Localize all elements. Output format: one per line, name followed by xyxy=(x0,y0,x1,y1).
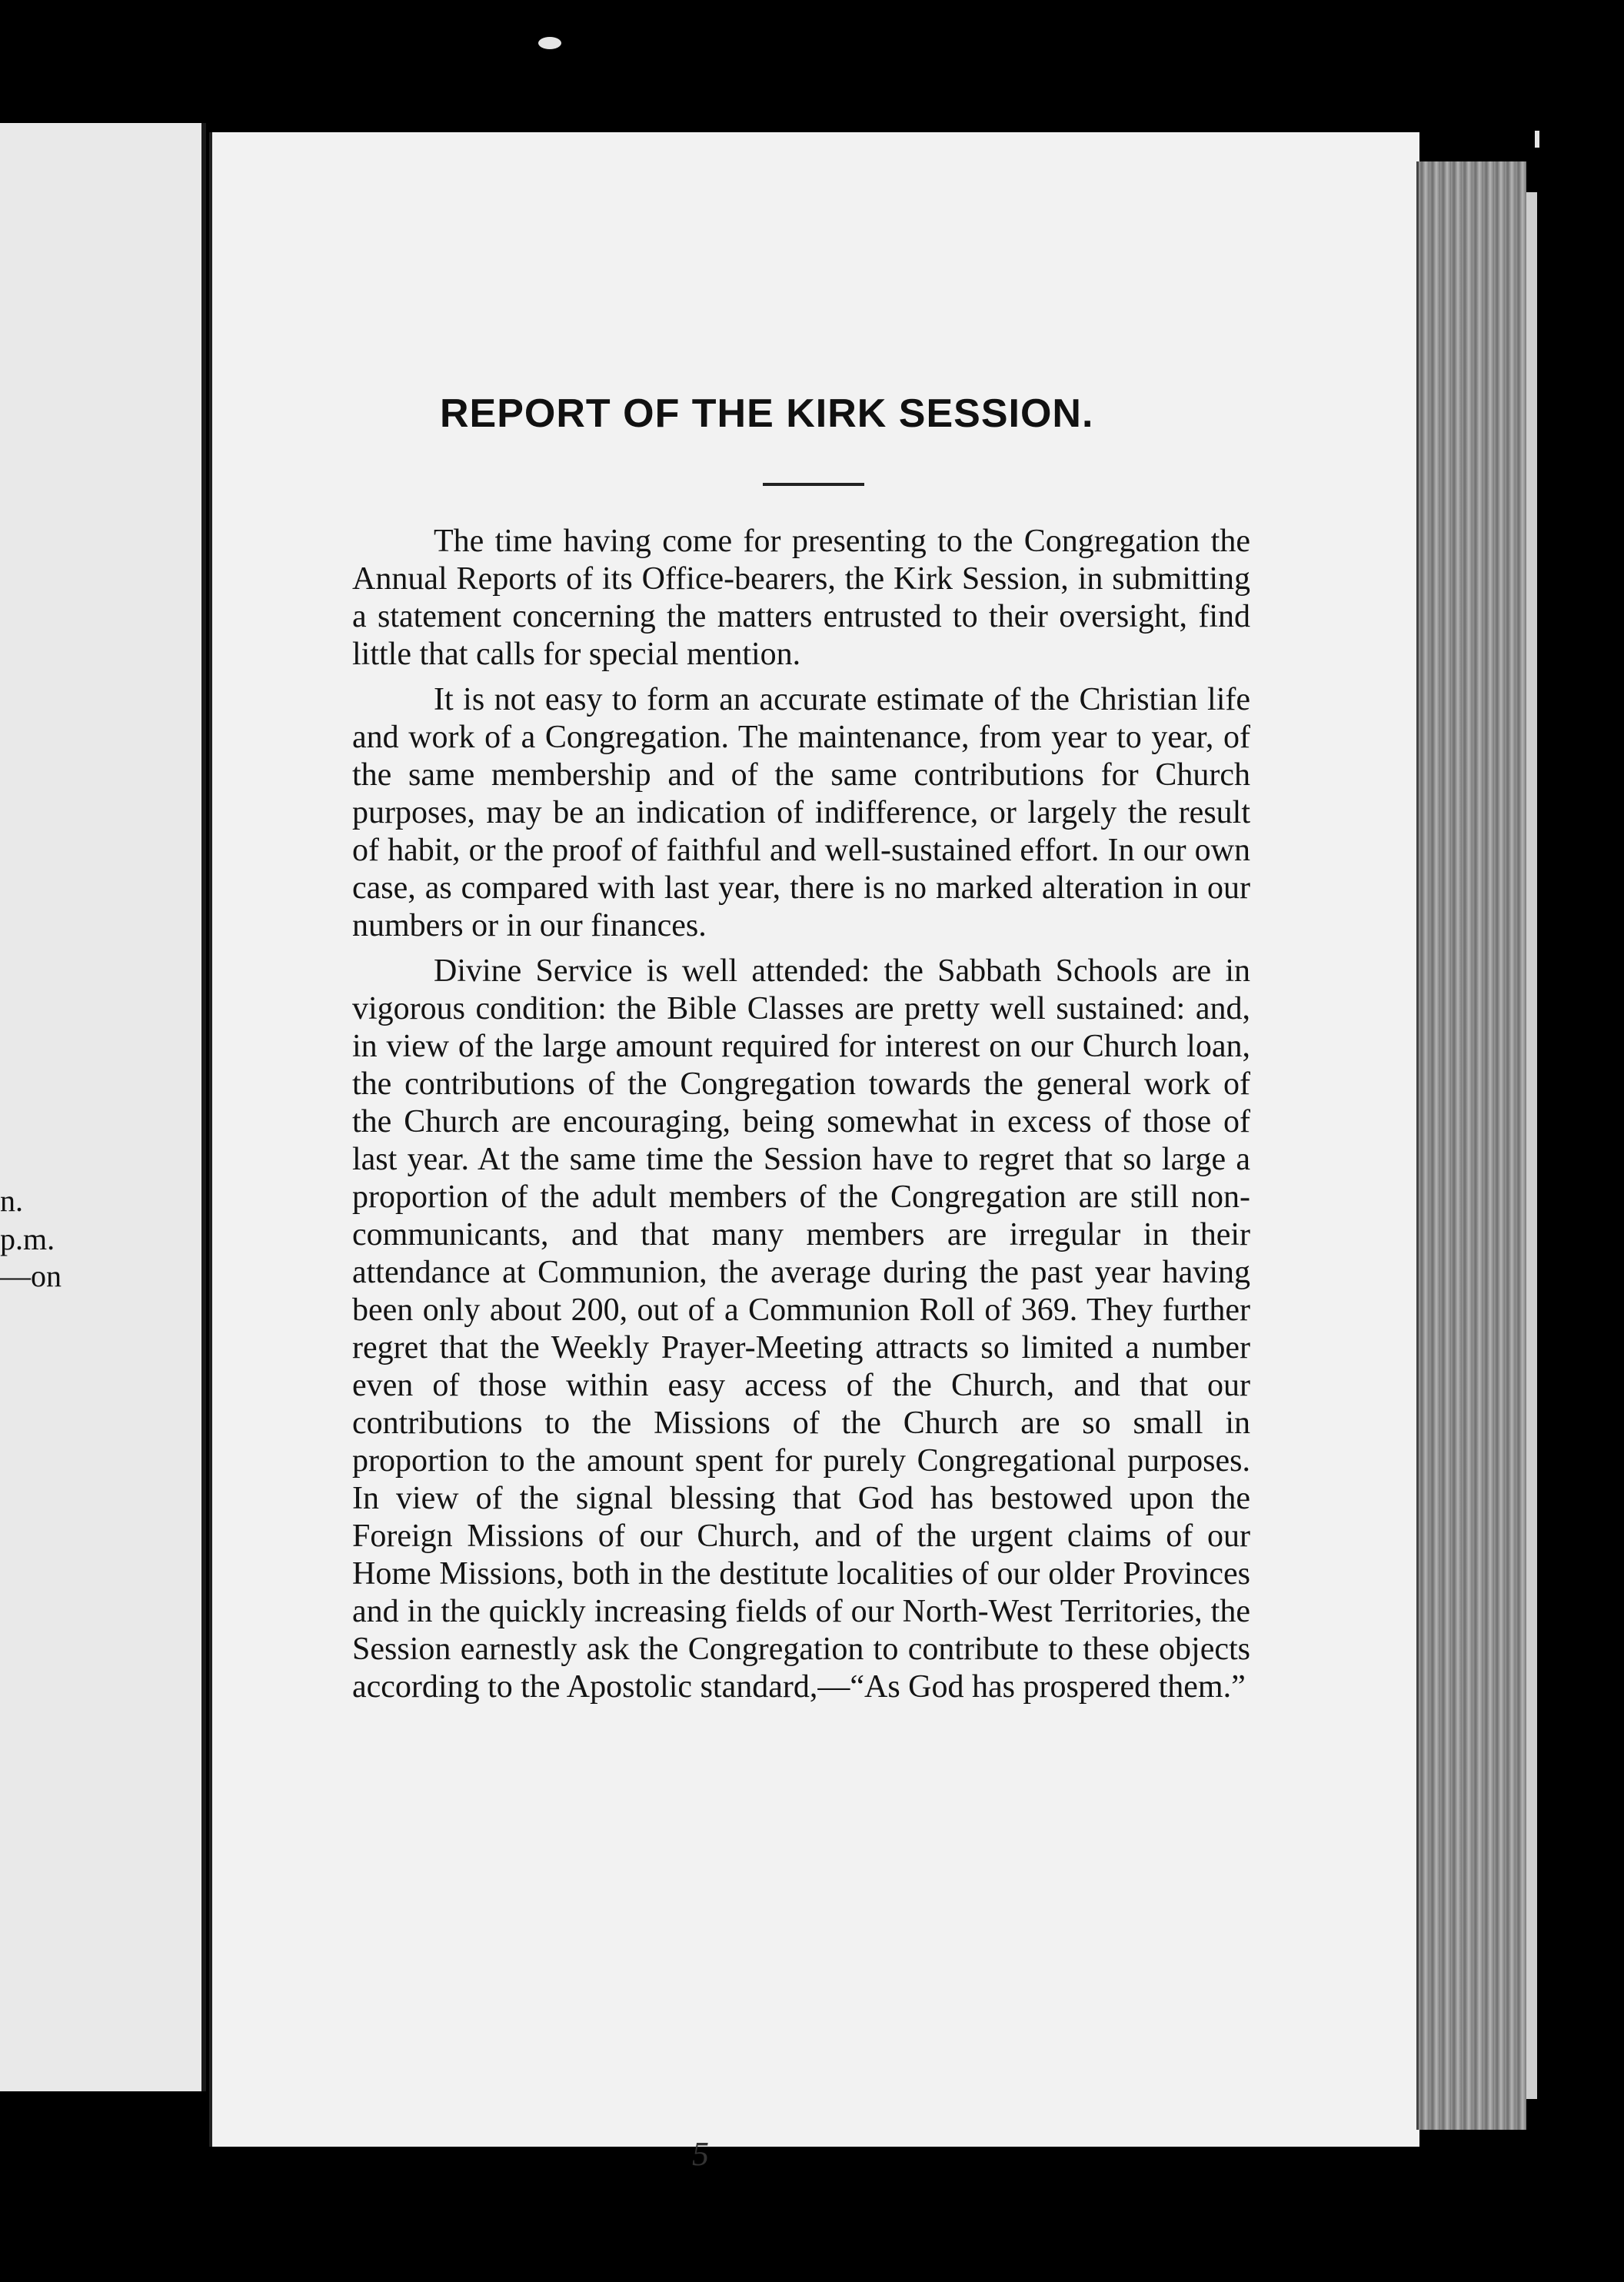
facing-page-fragment: n. xyxy=(0,1183,23,1218)
paragraph: Divine Service is well attended: the Sabbath Schools are in vigorous condition: the Bible Classes are pretty well sustained: and, in view of the large amount required for interest on our Church loan, the contributions of the Congregation towards the general work of the Church are encouraging, being somewhat in excess of those of last year. At the same time the Session have to regret that so large a proportion of the adult members of the Congregation are still non-communicants, and that many members are irregular in their attendance at Communion, the average during the past year having been only about 200, out of a Communion Roll of 369. They further regret that the Weekly Prayer-Meeting attracts so limited a number even of those within easy access of the Church, and that our contributions to the Missions of the Church are so small in proportion to the amount spent for purely Congregational purposes. In view of the signal blessing that God has bestowed upon the Foreign Missions of our Church, and of the urgent claims of our Home Missions, both in the destitute localities of our older Provinces and in the quickly increasing fields of our North-West Territories, the Session earnestly ask the Congregation to contribute to these objects according to the Apostolic standard,—“As God has prospered them.” xyxy=(352,953,1250,1705)
dust-speck xyxy=(1535,131,1539,148)
title-rule xyxy=(763,483,864,486)
paragraph: The time having come for presenting to the Congregation the Annual Reports of its Office-bearers, the Kirk Session, in submitting a statement concerning the matters entrusted to their oversight, find little that calls for special mention. xyxy=(352,524,1250,672)
document-title: REPORT OF THE KIRK SESSION. xyxy=(440,391,1094,436)
facing-page-fragment: p.m. xyxy=(0,1222,55,1256)
page-edges xyxy=(1416,161,1526,2130)
paragraph: It is not easy to form an accurate estimate of the Christian life and work of a Congregation. The maintenance, from year to year, of the same membership and of the same contributions for Church purposes, may be an indication of indifference, or largely the result of habit, or the proof of faithful and well-sustained effort. In our own case, as compared with last year, there is no marked alteration in our numbers or in our finances. xyxy=(352,682,1250,943)
dust-speck xyxy=(538,37,561,49)
facing-page xyxy=(0,123,206,2091)
page-number: 5 xyxy=(692,2135,709,2173)
report-body xyxy=(352,523,1250,1714)
facing-page-fragment: —on xyxy=(0,1259,62,1293)
